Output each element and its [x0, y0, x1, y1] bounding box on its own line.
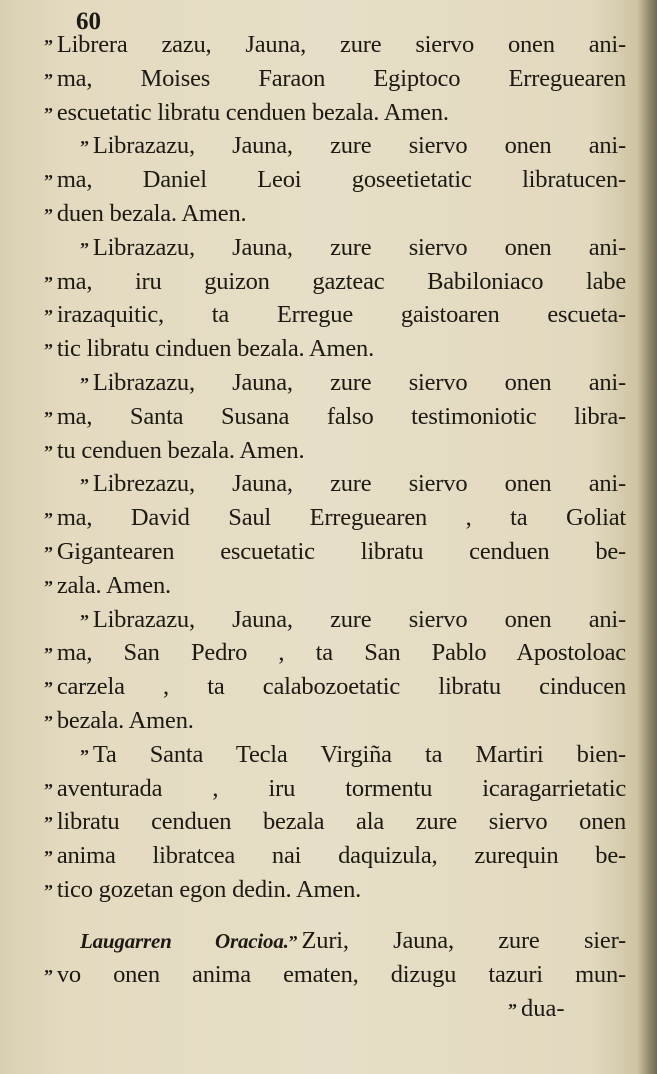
- quote-mark: ”: [44, 36, 53, 56]
- section-heading: Laugarren Oracioa.: [80, 929, 289, 953]
- line-text: vo onen anima ematen, dizugu tazuri mun-: [56, 961, 626, 988]
- line-text: bezala. Amen.: [56, 707, 194, 734]
- text-line: [80, 366, 626, 400]
- text-line: [80, 129, 626, 163]
- text-line: [44, 197, 626, 231]
- text-line: [80, 738, 626, 772]
- text-line: [44, 569, 626, 603]
- quote-mark: ”: [508, 1000, 517, 1020]
- text-line: [44, 96, 626, 130]
- quote-mark: ”: [44, 543, 53, 563]
- line-text: zala. Amen.: [56, 571, 171, 599]
- section-heading-line: [80, 924, 626, 958]
- line-text: ma, David Saul Erreguearen , ta Goliat: [56, 504, 626, 532]
- quote-mark: ”: [44, 881, 53, 901]
- quote-mark: ”: [44, 103, 53, 124]
- line-text: anima libratcea nai daquizula, zurequin be-: [56, 842, 626, 870]
- text-line: [44, 501, 626, 535]
- line-text: Librazazu, Jauna, zure siervo onen ani-: [92, 233, 626, 261]
- quote-mark: ”: [44, 678, 53, 699]
- quote-mark: ”: [44, 966, 53, 986]
- text-line: [44, 28, 626, 62]
- text-line: [44, 670, 626, 704]
- text-line: [44, 535, 626, 569]
- quote-mark: ”: [44, 509, 53, 530]
- text-line: [44, 772, 626, 806]
- line-text: ma, iru guizon gazteac Babiloniaco labe: [56, 267, 626, 295]
- line-text: duen bezala. Amen.: [56, 200, 247, 227]
- line-text: carzela , ta calabozoetatic libratu cinducen: [56, 673, 626, 701]
- quote-mark: ”: [44, 779, 53, 800]
- catchword-text: dua-: [521, 995, 565, 1022]
- text-line: [80, 231, 626, 265]
- text-line: [80, 467, 626, 501]
- text-line: [44, 332, 626, 366]
- line-text: ma, Daniel Leoi goseetietatic libratucen-: [56, 166, 626, 194]
- line-text: Librazazu, Jauna, zure siervo onen ani-: [92, 605, 626, 633]
- quote-mark: ”: [44, 340, 53, 361]
- text-line: [44, 873, 626, 907]
- quote-mark: ”: [44, 272, 53, 293]
- quote-mark: ”: [80, 137, 89, 158]
- line-text: ma, Santa Susana falso testimoniotic libra-: [56, 402, 626, 430]
- line-text: Librazazu, Jauna, zure siervo onen ani-: [92, 132, 626, 160]
- text-line: [44, 265, 626, 299]
- text-line: [44, 400, 626, 434]
- heading-line-text: Zuri, Jauna, zure sier-: [301, 927, 626, 954]
- line-text: libratu cenduen bezala ala zure siervo onen: [56, 808, 626, 836]
- line-text: Ta Santa Tecla Virgiña ta Martiri bien-: [92, 740, 626, 768]
- text-line: [44, 704, 626, 738]
- line-text: escuetatic libratu cenduen bezala. Amen.: [56, 98, 449, 126]
- line-text: aventurada , iru tormentu icaragarrietatic: [56, 774, 626, 802]
- text-line: [44, 958, 626, 992]
- line-text: tic libratu cinduen bezala. Amen.: [56, 335, 375, 363]
- text-line: [44, 805, 626, 839]
- line-text: Gigantearen escuetatic libratu cenduen be-: [56, 538, 626, 565]
- page-number: 60: [76, 8, 101, 35]
- line-text: ma, San Pedro , ta San Pablo Apostoloac: [56, 639, 626, 667]
- text-line: [44, 434, 626, 468]
- catchword: [508, 992, 565, 1027]
- quote-mark: ”: [44, 69, 53, 90]
- quote-mark: ”: [44, 407, 53, 428]
- text-line: [44, 636, 626, 670]
- text-line: [44, 62, 626, 96]
- quote-mark: ”: [44, 644, 53, 665]
- line-text: tico gozetan egon dedin. Amen.: [56, 876, 362, 903]
- quote-mark: ”: [44, 813, 53, 834]
- line-text: Librera zazu, Jauna, zure siervo onen ani-: [56, 31, 626, 58]
- line-text: irazaquitic, ta Erregue gaistoaren escueta-: [56, 301, 626, 329]
- quote-mark: ”: [288, 932, 298, 952]
- quote-mark: ”: [80, 610, 89, 631]
- quote-mark: ”: [44, 847, 53, 868]
- quote-mark: ”: [44, 205, 53, 225]
- quote-mark: ”: [80, 475, 89, 496]
- line-text: ma, Moises Faraon Egiptoco Erreguearen: [56, 64, 626, 92]
- quote-mark: ”: [44, 712, 53, 732]
- text-line: [44, 163, 626, 197]
- text-line: [44, 839, 626, 873]
- quote-mark: ”: [44, 441, 53, 462]
- quote-mark: ”: [44, 576, 53, 597]
- line-text: tu cenduen bezala. Amen.: [56, 436, 305, 464]
- text-line: [80, 603, 626, 637]
- quote-mark: ”: [80, 745, 89, 766]
- line-text: Librezazu, Jauna, zure siervo onen ani-: [92, 470, 626, 498]
- text-line: [44, 298, 626, 332]
- quote-mark: ”: [80, 238, 89, 259]
- quote-mark: ”: [44, 171, 53, 192]
- quote-mark: ”: [80, 374, 89, 394]
- line-text: Librazazu, Jauna, zure siervo onen ani-: [92, 369, 626, 396]
- quote-mark: ”: [44, 306, 53, 327]
